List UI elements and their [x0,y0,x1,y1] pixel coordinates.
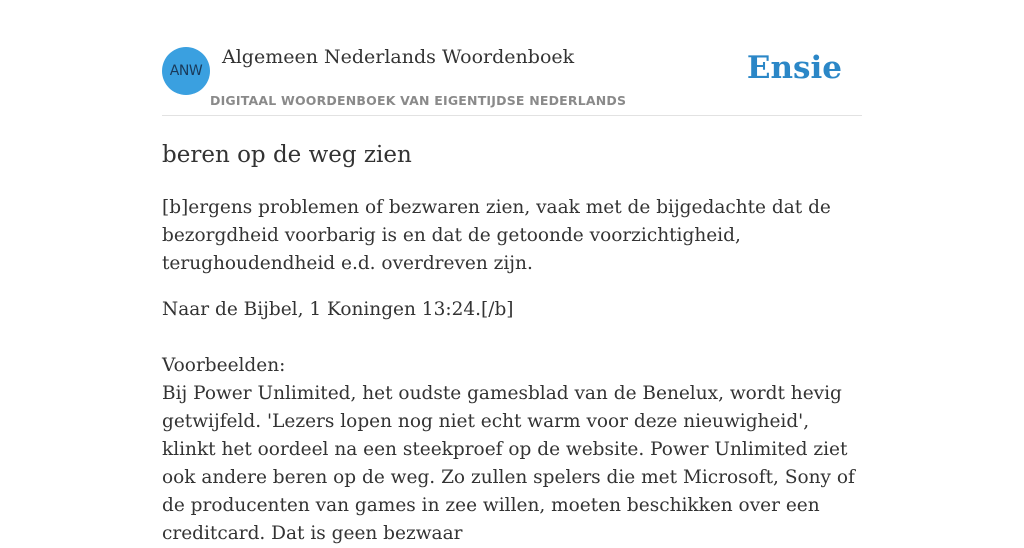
entry-title: beren op de weg zien [162,142,412,168]
site-title[interactable]: Algemeen Nederlands Woordenboek [222,46,575,68]
anw-logo[interactable] [162,47,210,95]
entry-definition: [b]ergens problemen of bezwaren zien, vaak met de bijgedachte dat de bezorgdheid voorbarig is en dat de getoonde voorzichtigheid, terughoudendheid e.d. overdreven zijn. [162,197,831,274]
site-subtitle: DIGITAAL WOORDENBOEK VAN EIGENTIJDSE NEDERLANDS [210,93,627,108]
site-header [162,0,862,116]
example-text: Bij Power Unlimited, het oudste gamesblad van de Benelux, wordt hevig getwijfeld. 'Lezers lopen nog niet echt warm voor deze nieuwigheid', klinkt het oordeel na een steekproef op de website. Power Unlimited ziet ook andere beren op de weg. Zo zullen spelers die met Microsoft, Sony of de producenten van games in zee willen, moeten beschikken over een creditcard. Dat is geen bezwaar [162,383,855,544]
examples-label: Voorbeelden: [162,355,286,376]
ensie-logo[interactable]: Ensie [746,50,842,86]
logo-text: ANW [169,63,203,79]
entry-content [162,140,862,548]
entry-origin: Naar de Bijbel, 1 Koningen 13:24.[/b] [162,299,514,320]
main-container [162,0,862,548]
